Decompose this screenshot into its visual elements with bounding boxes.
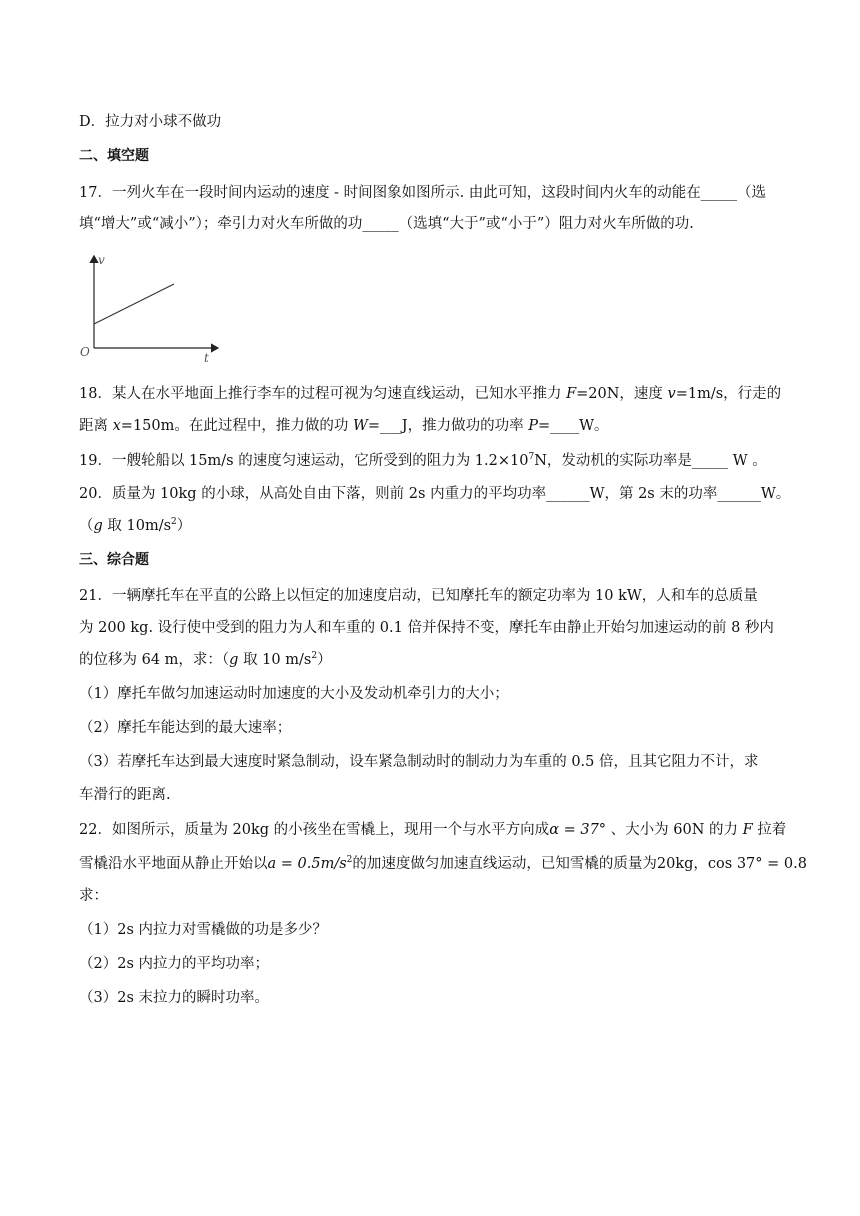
origin-label: O [80, 345, 90, 359]
q21-line3: 的位移为 64 m，求：（g 取 10 $m/s^2$） [79, 651, 332, 668]
q20-line2: （g 取 $10m/s^2$） [79, 517, 192, 534]
q21-sub1: （1）摩托车做匀加速运动时加速度的大小及发动机牵引力的大小； [79, 686, 509, 702]
q19: 19．一艘轮船以 15m/s 的速度匀速运动，它所受到的阻力为 $1.2\times 10^7N$，发动机的实际功率是_____ W 。 [79, 452, 767, 469]
q22-line1: 22．如图所示，质量为 20kg 的小孩坐在雪橇上，现用一个与水平方向成α = 37° 、大小为 60N 的力 F 拉着 [79, 822, 787, 838]
x-axis-label: t [204, 351, 209, 364]
section-heading-fill-in: 二、填空题 [79, 148, 149, 164]
q22-sub3: （3）2s 末拉力的瞬时功率。 [79, 990, 269, 1006]
q21-sub3-line2: 车滑行的距离. [79, 787, 171, 803]
q22-line3: 求： [79, 888, 108, 904]
option-d: D．拉力对小球不做功 [79, 114, 222, 130]
q17-line1: 17．一列火车在一段时间内运动的速度 - 时间图象如图所示. 由此可知，这段时间内火车的动能在_____（选 [79, 185, 767, 201]
q22-line2: 雪橇沿水平地面从静止开始以$a = 0.5m/s^2$的加速度做匀加速直线运动，已知雪橇的质量为20kg，cos 37° = 0.8 [79, 855, 807, 872]
q22-sub1: （1）2s 内拉力对雪橇做的功是多少？ [79, 922, 327, 938]
velocity-line [94, 284, 174, 324]
q18-line1: 18．某人在水平地面上推行李车的过程可视为匀速直线运动，已知水平推力 F=20N，速度 v=1m/s，行走的 [79, 386, 782, 402]
q22-sub2: （2）2s 内拉力的平均功率； [79, 956, 269, 972]
q20-line1: 20．质量为 10kg 的小球，从高处自由下落，则前 2s 内重力的平均功率______W，第 2s 末的功率______W。 [79, 486, 791, 502]
y-axis-label: v [98, 253, 105, 267]
q17-line2: 填“增大”或“减小”）；牵引力对火车所做的功_____（选填“大于”或“小于”）阻力对火车所做的功. [79, 216, 694, 232]
q21-sub2: （2）摩托车能达到的最大速率； [79, 720, 292, 736]
q21-line2: 为 200 kg. 设行使中受到的阻力为人和车重的 0.1 倍并保持不变，摩托车由静止开始匀加速运动的前 8 秒内 [79, 620, 774, 636]
section-heading-comprehensive: 三、综合题 [79, 552, 149, 568]
q21-sub3-line1: （3）若摩托车达到最大速度时紧急制动，设车紧急制动时的制动力为车重的 0.5 倍，且其它阻力不计，求 [79, 754, 759, 770]
velocity-time-graph [78, 252, 228, 364]
q18-line2: 距离 x=150m。在此过程中，推力做的功 W=___J，推力做功的功率 P=____W。 [79, 418, 609, 434]
q21-line1: 21．一辆摩托车在平直的公路上以恒定的加速度启动，已知摩托车的额定功率为 10 kW，人和车的总质量 [79, 588, 758, 604]
